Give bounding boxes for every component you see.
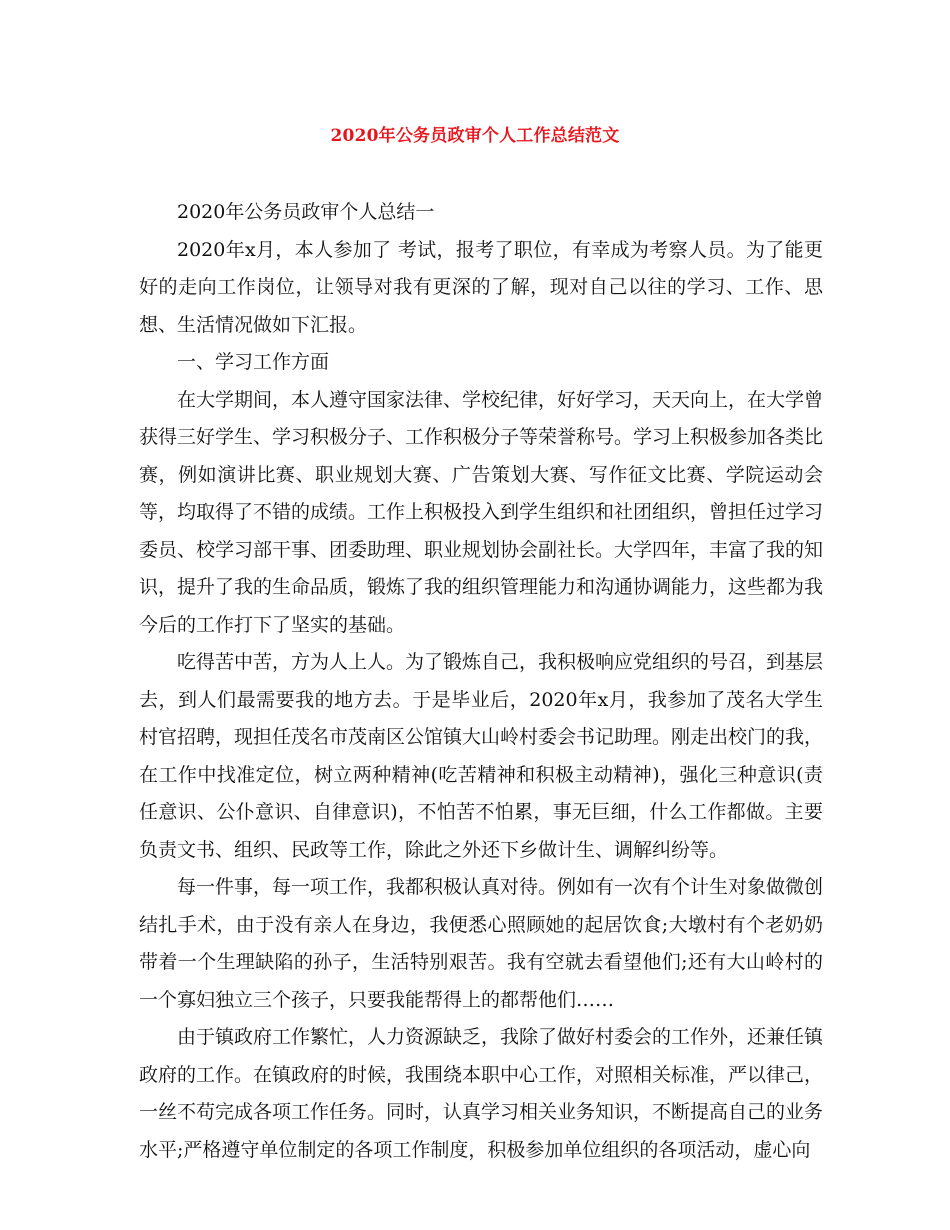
paragraph-university: 在大学期间，本人遵守国家法律、学校纪律，好好学习，天天向上，在大学曾获得三好学生、学习积极分子、工作积极分子等荣誉称号。学习上积极参加各类比赛，例如演讲比赛、职业规划大赛、广告策划大赛、写作征文比赛、学院运动会等，均取得了不错的成绩。工作上积极投入到学生组织和社团组织，曾担任过学习委员、校学习部干事、团委助理、职业规划协会副社长。大学四年，丰富了我的知识，提升了我的生命品质，锻炼了我的组织管理能力和沟通协调能力，这些都为我今后的工作打下了坚实的基础。 xyxy=(139,388,824,636)
paragraph-grassroots: 吃得苦中苦，方为人上人。为了锻炼自己，我积极响应党组织的号召，到基层去，到人们最需要我的地方去。于是毕业后，2020年x月，我参加了茂名大学生村官招聘，现担任茂名市茂南区公馆镇大山岭村委会书记助理。刚走出校门的我，在工作中找准定位，树立两种精神(吃苦精神和积极主动精神)，强化三种意识(责任意识、公仆意识、自律意识)，不怕苦不怕累，事无巨细，什么工作都做。主要负责文书、组织、民政等工作，除此之外还下乡做计生、调解纠纷等。 xyxy=(139,651,824,861)
paragraph-town-government: 由于镇政府工作繁忙，人力资源缺乏，我除了做好村委会的工作外，还兼任镇政府的工作。在镇政府的时候，我围绕本职中心工作，对照相关标准，严以律己，一丝不苟完成各项工作任务。同时，认真学习相关业务知识，不断提高自己的业务水平;严格遵守单位制定的各项工作制度，积极参加单位组织的各项活动，虚心向 xyxy=(139,1026,824,1161)
paragraph-intro: 2020年x月，本人参加了 考试，报考了职位，有幸成为考察人员。为了能更好的走向工作岗位，让领导对我有更深的了解，现对自己以往的学习、工作、思想、生活情况做如下汇报。 xyxy=(139,238,823,336)
paragraph-subtitle: 2020年公务员政审个人总结一 xyxy=(177,201,435,223)
document-body xyxy=(139,194,823,1169)
document-title: 2020年公务员政审个人工作总结范文 xyxy=(330,126,620,146)
section-heading: 一、学习工作方面 xyxy=(177,351,330,373)
paragraph-every-task: 每一件事，每一项工作，我都积极认真对待。例如有一次有个计生对象做微创结扎手术，由于没有亲人在身边，我便悉心照顾她的起居饮食;大墩村有个老奶奶带着一个生理缺陷的孙子，生活特别艰苦。我有空就去看望他们;还有大山岭村的一个寡妇独立三个孩子，只要我能帮得上的都帮他们…… xyxy=(139,876,824,1011)
